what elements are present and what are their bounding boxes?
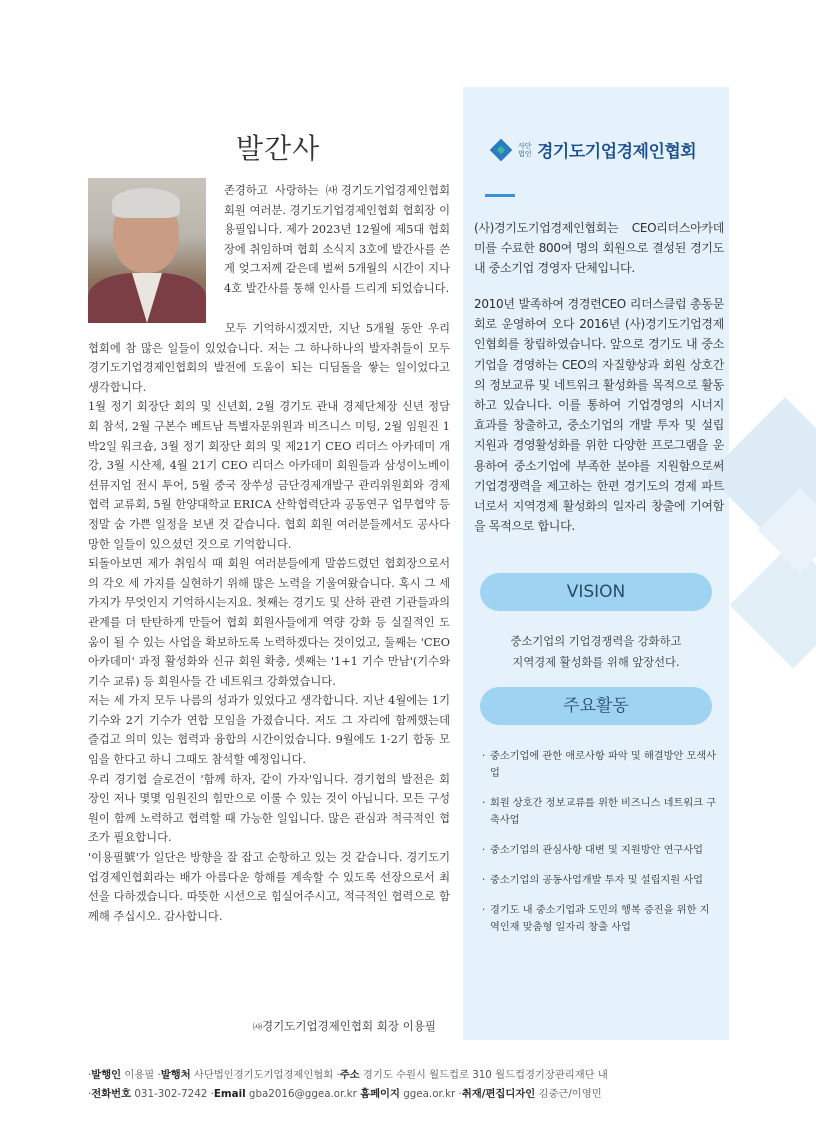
body-paragraph: 모두 기억하시겠지만, 지난 5개월 동안 우리 협회에 참 많은 일들이 있었습니다. 저는 그 하나하나의 발자취들이 모두 경기도기업경제인협회의 발전에 도움이 되는 디딤돌을 쌓는 일이었다고 생각합니다.	[88, 322, 450, 394]
logo-text: 경기도기업경제인협회	[537, 142, 697, 162]
activities-heading: 주요활동	[480, 687, 712, 725]
signature-text: 경기도기업경제인협회 회장 이용필	[262, 1019, 436, 1033]
author-photo	[88, 178, 206, 323]
photo-hair	[112, 188, 180, 218]
list-item: · 중소기업에 관한 애로사항 파악 및 해결방안 모색사업	[482, 748, 718, 782]
panel-description: 2010년 발족하여 경경련CEO 리더스클럽 총동문회로 운영하여 오다 2016년 (사)경기도기업경제인협회를 창립하였습니다. 앞으로 경기도 내 중소기업을 경영하는 CEO의 자질향상과 회원 상호간의 정보교류 및 네트워크 활성화를 목적으로 활동하고 있습니다. 이를 통하여 기업경영의 시너지 효과를 창출하고, 중소기업의 개발 투자 및 설립 지원과 경영활성화를 위한 다양한 프로그램을 운용하여 중소기업에 부족한 분야를 지원함으로써 기업경쟁력을 제고하는 한편 경기도의 경제 파트너로서 지역경제 활성화의 일자리 창출에 기여함을 목적으로 합니다.	[474, 297, 724, 534]
vision-statement	[474, 631, 718, 673]
logo-small-text: 사단법인	[518, 141, 532, 158]
vision-line: 중소기업의 기업경쟁력을 강화하고	[510, 635, 682, 648]
activities-list	[482, 748, 718, 949]
list-item: · 경기도 내 중소기업과 도민의 행복 증진을 위한 지역인재 맞춤형 일자리 창출 사업	[482, 902, 718, 936]
list-item: · 회원 상호간 정보교류를 위한 비즈니스 네트워크 구축사업	[482, 795, 718, 829]
list-item: · 중소기업의 공동사업개발 투자 및 설립지원 사업	[482, 872, 718, 889]
body-paragraph: 저는 세 가지 모두 나름의 성과가 있었다고 생각합니다. 지난 4월에는 1기 기수와 2기 기수가 연합 모임을 가졌습니다. 저도 그 자리에 함께했는데 즐겁고 의미 있는 협력과 융합의 시간이었습니다. 9월에도 1·2기 합동 모임을 한다고 하니 그때도 참석할 예정입니다.	[88, 694, 450, 767]
body-paragraph: 1월 정기 회장단 회의 및 신년회, 2월 경기도 관내 경제단체장 신년 정담회 참석, 2월 구본수 베트남 특별자문위원과 비즈니스 미팅, 2월 임원진 1박2일 워크숍, 3월 정기 회장단 회의 및 제21기 CEO 리더스 아카데미 개강, 3월 시산제, 4월 21기 CEO 리더스 아카데미 회원들과 삼성이노베이션뮤지엄 전시 투어, 5월 중국 장쑤성 금단경제개발구 관리위원회와 경제협력 교류회, 5월 한양대학교 ERICA 산학협력단과 공동연구 업무협약 등 정말 숨 가쁜 일정을 보낸 것 같습니다. 협회 회원 여러분들께서도 공사다망한 일들이 있으셨던 것으로 기억합니다.	[88, 400, 450, 551]
body-paragraph: 되돌아보면 제가 취임식 때 회원 여러분들에게 말씀드렸던 협회장으로서의 각오 세 가지를 실현하기 위해 많은 노력을 기울여왔습니다. 혹시 그 세 가지가 무엇인지 기억하시는지요. 첫째는 경기도 및 산하 관련 기관들과의 관계를 더 탄탄하게 만들어 협회 회원사들에게 역량 강화 등 실질적인 도움이 될 수 있는 사업을 확보하도록 노력하겠다는 것이었고, 둘째는 'CEO 아카데미' 과정 활성화와 신규 회원 확충, 셋째는 '1+1 기수 만남'(기수와 기수 교류) 등 회원사들 간 네트워크 강화였습니다.	[88, 557, 450, 688]
body-paragraph: '이용필號'가 일단은 방향을 잘 잡고 순항하고 있는 것 같습니다. 경기도기업경제인협회라는 배가 아름다운 항해를 계속할 수 있도록 선장으로서 최선을 다하겠습니다. 따뜻한 시선으로 힘실어주시고, 적극적인 협력으로 함께해 주십시오. 감사합니다.	[88, 851, 450, 923]
body-text	[88, 319, 450, 926]
body-paragraph: 우리 경기협 슬로건이 '함께 하자, 같이 가자'입니다. 경기협의 발전은 회장인 저나 몇몇 임원진의 힘만으로 이룰 수 있는 것이 아닙니다. 모든 구성원이 함께 노력하고 협력할 때 가능한 일입니다. 많은 관심과 적극적인 협조가 필요합니다.	[88, 772, 450, 845]
logo-diamond-icon	[490, 139, 512, 161]
list-item: · 중소기업의 관심사항 대변 및 지원방안 연구사업	[482, 842, 718, 859]
association-logo	[490, 137, 696, 162]
logo-divider	[485, 194, 515, 197]
page-title: 발간사	[236, 132, 321, 165]
colophon-line-1: ·발행인 이용필 ·발행처 사단법인경기도기업경제인협회 ·주소 경기도 수원시 월드컵로 310 월드컵경기장관리재단 내	[88, 1069, 608, 1081]
vision-heading: VISION	[480, 573, 712, 611]
colophon	[88, 1066, 608, 1104]
signature	[253, 1018, 436, 1034]
vision-line: 지역경제 활성화를 위해 앞장선다.	[512, 656, 680, 669]
intro-paragraph: 존경하고 사랑하는 ㈔경기도기업경제인협회 회원 여러분. 경기도기업경제인협회 협회장 이용필입니다. 제가 2023년 12월에 제5대 협회장에 취임하며 협회 소식지 3호에 발간사를 쓴 게 엊그저께 같은데 벌써 5개월의 시간이 지나 4호 발간사를 통해 인사를 드리게 되었습니다.	[224, 184, 450, 295]
signature-prefix: ㈔	[253, 1023, 263, 1033]
colophon-line-2: ·전화번호 031-302-7242 ·Email gba2016@ggea.or.kr 홈페이지 ggea.or.kr ·취재/편집디자인 김중근/이영민	[88, 1088, 602, 1100]
panel-intro: (사)경기도기업경제인협회는 CEO리더스아카데미를 수료한 800여 명의 회원으로 결성된 경기도 내 중소기업 경영자 단체입니다.	[474, 221, 724, 276]
